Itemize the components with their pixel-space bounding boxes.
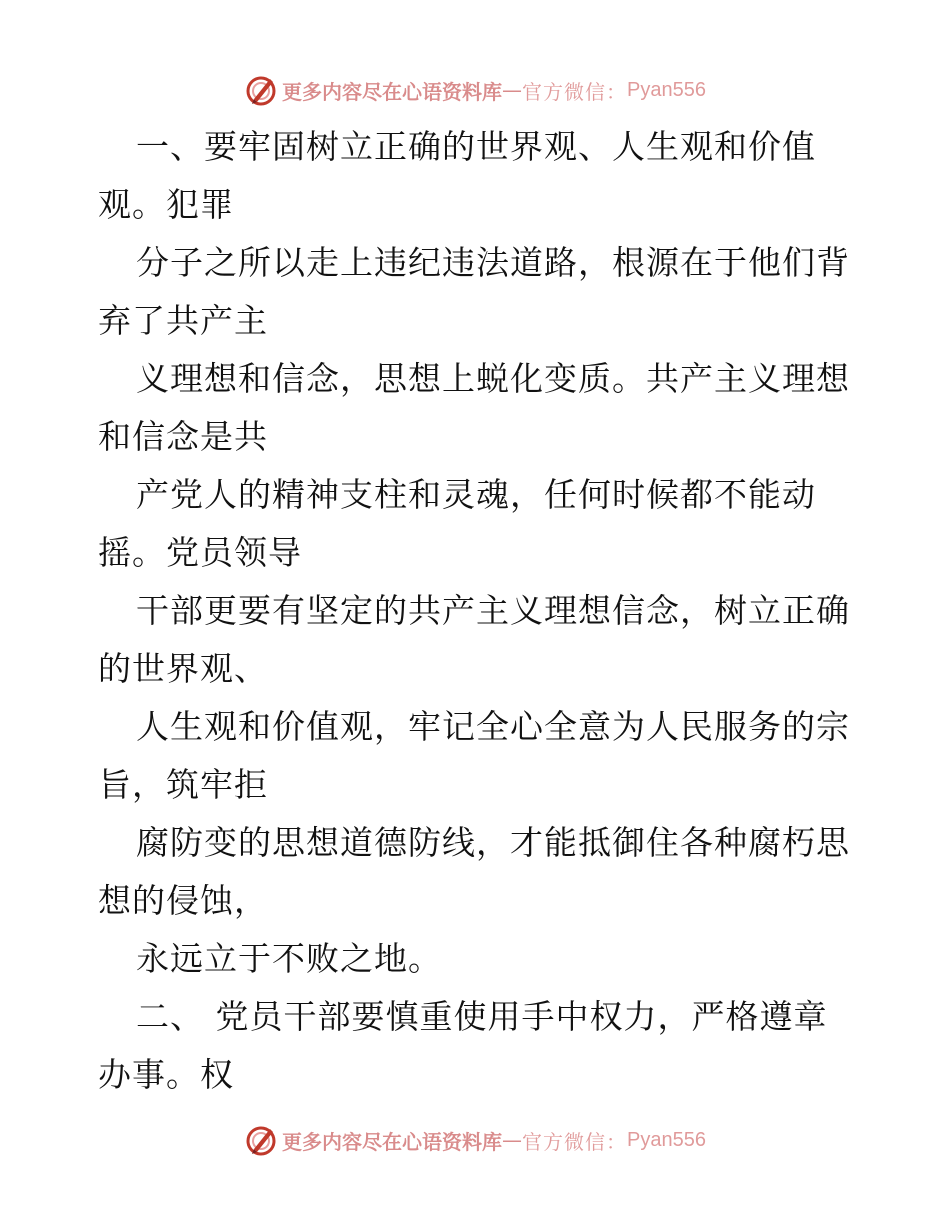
banner-separator: — bbox=[502, 78, 523, 102]
text-line: 产党人的精神支柱和灵魂，任何时候都不能动 bbox=[136, 475, 816, 514]
banner-main-text: 更多内容尽在心语资料库 bbox=[282, 1129, 503, 1154]
document-body bbox=[98, 118, 858, 1104]
text-line: 义理想和信念，思想上蜕化变质。共产主义理想 bbox=[136, 359, 850, 398]
text-line: 弃了共产主 bbox=[98, 301, 268, 340]
footer-watermark-banner bbox=[0, 1120, 950, 1160]
text-line: 腐防变的思想道德防线，才能抵御住各种腐朽思 bbox=[136, 823, 850, 862]
text-line: 想的侵蚀， bbox=[98, 881, 268, 920]
text-line: 分子之所以走上违纪违法道路，根源在于他们背 bbox=[136, 243, 850, 282]
banner-wechat-label: 官方微信： bbox=[522, 1129, 628, 1154]
text-line: 人生观和价值观，牢记全心全意为人民服务的宗 bbox=[136, 707, 850, 746]
banner-wechat-id: Pyan556 bbox=[627, 1128, 706, 1151]
text-line: 的世界观、 bbox=[98, 649, 268, 688]
banner-main-text: 更多内容尽在心语资料库 bbox=[282, 79, 503, 104]
text-line: 二、 党员干部要慎重使用手中权力，严格遵章 bbox=[136, 997, 828, 1036]
text-line: 和信念是共 bbox=[98, 417, 268, 456]
pen-logo-icon bbox=[244, 73, 278, 107]
text-line: 永远立于不败之地。 bbox=[136, 939, 442, 978]
text-line: 观。犯罪 bbox=[98, 185, 234, 224]
text-line: 干部更要有坚定的共产主义理想信念，树立正确 bbox=[136, 591, 850, 630]
header-watermark-banner bbox=[0, 70, 950, 110]
banner-wechat-label: 官方微信： bbox=[522, 79, 628, 104]
text-line: 办事。权 bbox=[98, 1055, 234, 1094]
banner-separator: — bbox=[502, 1128, 523, 1152]
pen-logo-icon bbox=[244, 1123, 278, 1157]
banner-wechat-id: Pyan556 bbox=[627, 78, 706, 101]
text-line: 摇。党员领导 bbox=[98, 533, 302, 572]
text-line: 一、要牢固树立正确的世界观、人生观和价值 bbox=[136, 127, 816, 166]
text-line: 旨，筑牢拒 bbox=[98, 765, 268, 804]
